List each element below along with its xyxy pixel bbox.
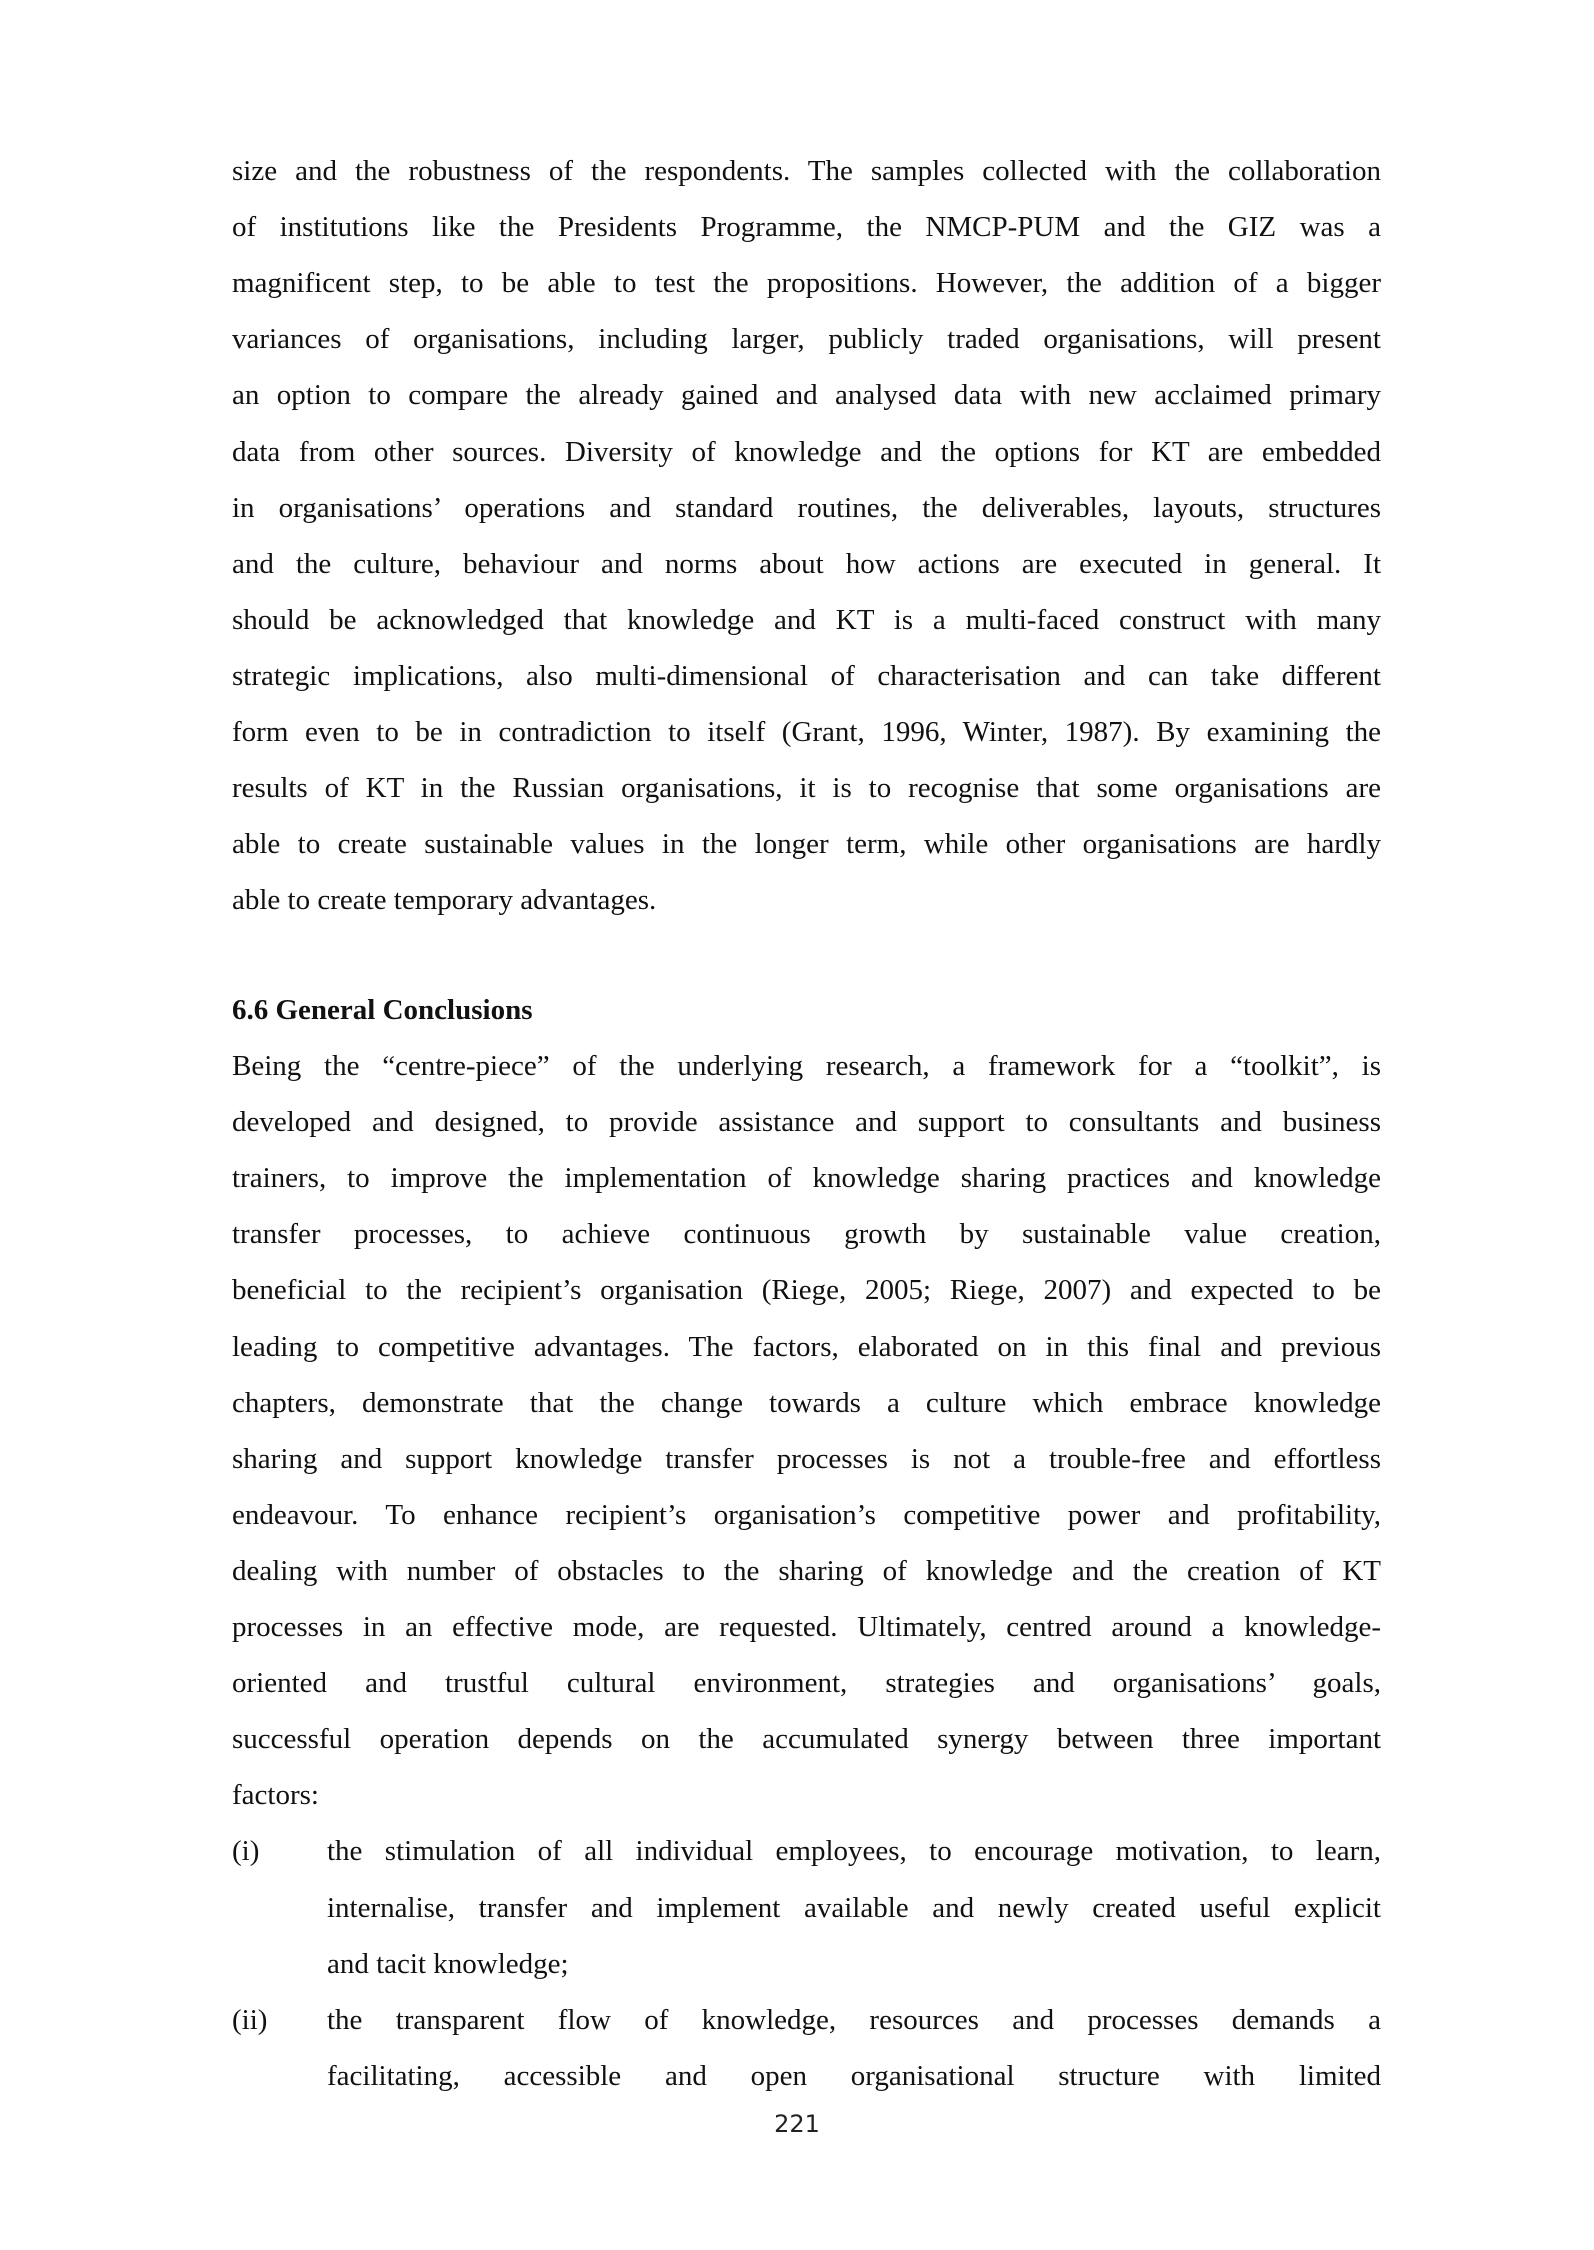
paragraph-line: factors: xyxy=(232,1779,319,1812)
list-item-line: and tacit knowledge; xyxy=(327,1947,569,1980)
paragraph-line: able to create temporary advantages. xyxy=(232,884,657,917)
paragraph-line: in organisations’ operations and standard routines, the deliverables, layouts, structures xyxy=(232,491,1381,524)
paragraph-line: processes in an effective mode, are requested. Ultimately, centred around a knowledge- xyxy=(232,1611,1381,1643)
paragraph-line: an option to compare the already gained and analysed data with new acclaimed primary xyxy=(232,379,1381,412)
list-item-line: the stimulation of all individual employees, to encourage motivation, to learn, xyxy=(327,1835,1381,1868)
paragraph-line: able to create sustainable values in the longer term, while other organisations are hardly xyxy=(232,828,1381,861)
paragraph-line: trainers, to improve the implementation of knowledge sharing practices and knowledge xyxy=(232,1162,1381,1195)
paragraph-line: should be acknowledged that knowledge and KT is a multi-faced construct with many xyxy=(232,603,1381,636)
paragraph-line: transfer processes, to achieve continuous growth by sustainable value creation, xyxy=(232,1218,1381,1251)
paragraph-line: Being the “centre-piece” of the underlying research, a framework for a “toolkit”, is xyxy=(232,1050,1381,1082)
list-item-line: the transparent flow of knowledge, resources and processes demands a xyxy=(327,2003,1381,2036)
paragraph-line: developed and designed, to provide assistance and support to consultants and business xyxy=(232,1106,1381,1139)
paragraph-line: and the culture, behaviour and norms about how actions are executed in general. It xyxy=(232,547,1381,580)
paragraph-line: successful operation depends on the accumulated synergy between three important xyxy=(232,1723,1381,1756)
paragraph-line: leading to competitive advantages. The factors, elaborated on in this final and previous xyxy=(232,1330,1381,1363)
paragraph-line: endeavour. To enhance recipient’s organisation’s competitive power and profitability, xyxy=(232,1498,1381,1531)
paragraph-line: chapters, demonstrate that the change towards a culture which embrace knowledge xyxy=(232,1386,1381,1419)
list-item-line: internalise, transfer and implement available and newly created useful explicit xyxy=(327,1891,1381,1924)
list-item-label: (i) xyxy=(232,1835,260,1868)
page-number: 221 xyxy=(774,2110,820,2138)
paragraph-line: dealing with number of obstacles to the sharing of knowledge and the creation of KT xyxy=(232,1554,1381,1587)
paragraph-line: variances of organisations, including larger, publicly traded organisations, will present xyxy=(232,323,1381,356)
section-heading: 6.6 General Conclusions xyxy=(232,994,533,1026)
paragraph-line: magnificent step, to be able to test the propositions. However, the addition of a bigger xyxy=(232,267,1381,300)
list-item-line: facilitating, accessible and open organisational structure with limited xyxy=(327,2059,1381,2092)
list-item-label: (ii) xyxy=(232,2003,268,2036)
paragraph-line: sharing and support knowledge transfer processes is not a trouble-free and effortless xyxy=(232,1442,1381,1475)
paragraph-line: size and the robustness of the respondents. The samples collected with the collaboration xyxy=(232,155,1381,187)
paragraph-line: beneficial to the recipient’s organisation (Riege, 2005; Riege, 2007) and expected to be xyxy=(232,1274,1381,1307)
paragraph-line: form even to be in contradiction to itself (Grant, 1996, Winter, 1987). By examining the xyxy=(232,716,1381,748)
paragraph-line: results of KT in the Russian organisations, it is to recognise that some organisations are xyxy=(232,772,1381,805)
paragraph-line: data from other sources. Diversity of knowledge and the options for KT are embedded xyxy=(232,435,1381,468)
paragraph-line: oriented and trustful cultural environment, strategies and organisations’ goals, xyxy=(232,1667,1381,1700)
paragraph-line: strategic implications, also multi-dimensional of characterisation and can take different xyxy=(232,659,1381,692)
paragraph-line: of institutions like the Presidents Programme, the NMCP-PUM and the GIZ was a xyxy=(232,211,1381,244)
